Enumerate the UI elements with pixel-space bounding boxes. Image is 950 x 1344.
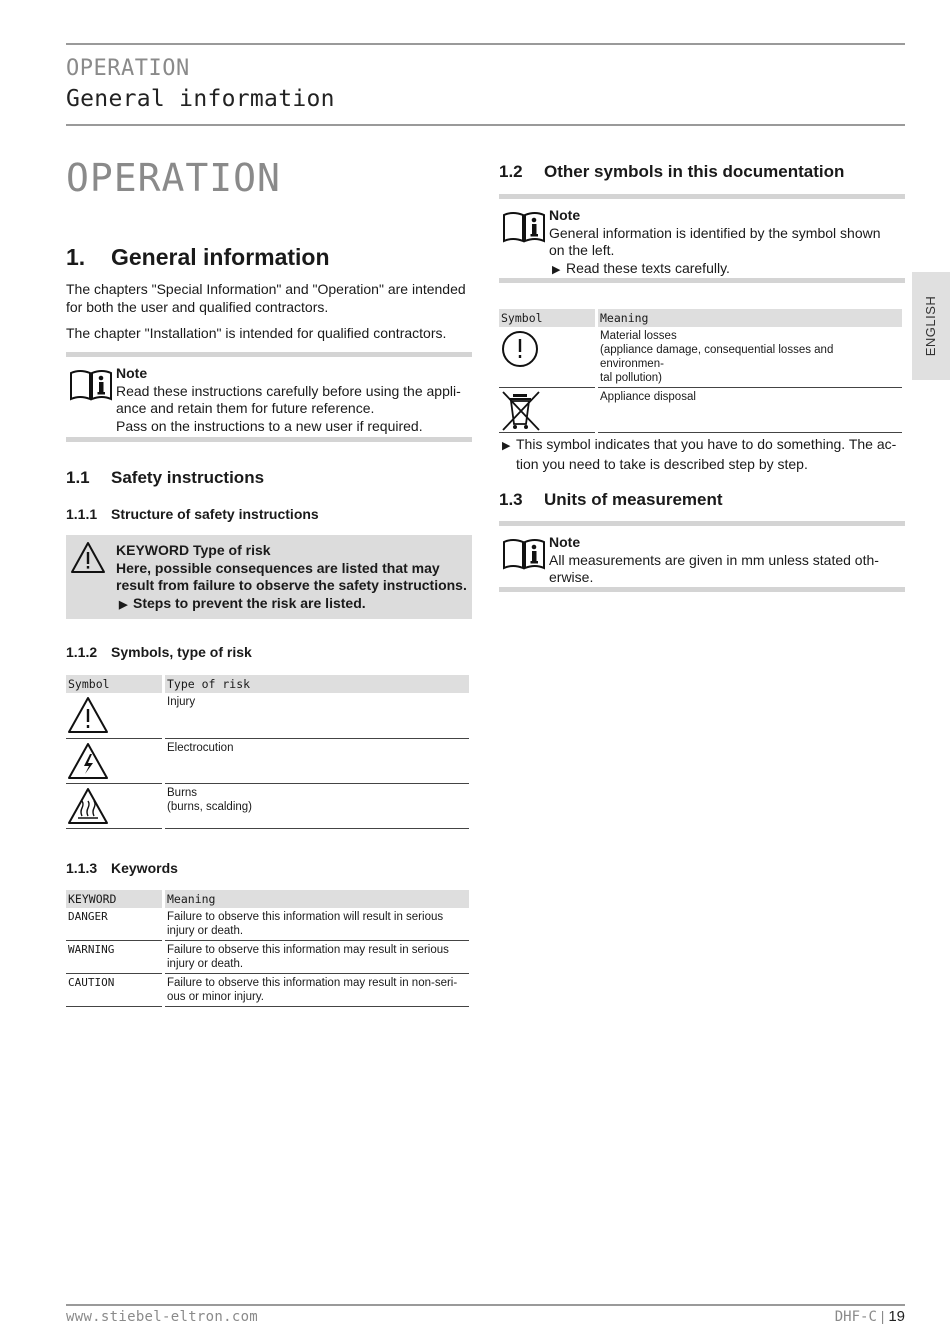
section-number: 1. bbox=[66, 244, 86, 270]
section-title: Other symbols in this documentation bbox=[544, 162, 845, 181]
section-title: Symbols, type of risk bbox=[111, 644, 252, 660]
section-number: 1.2 bbox=[499, 162, 523, 181]
page-title: OPERATION bbox=[66, 156, 281, 200]
header-section: OPERATION bbox=[66, 56, 190, 81]
col-header-type: Type of risk bbox=[165, 675, 469, 693]
meaning-line: Material losses bbox=[600, 330, 677, 342]
footer-model: DHF-C bbox=[834, 1309, 877, 1325]
section-title: Units of measurement bbox=[544, 490, 723, 509]
page-number: 19 bbox=[888, 1308, 905, 1325]
col-header-symbol: Symbol bbox=[66, 675, 162, 693]
table-row bbox=[66, 693, 469, 738]
meaning-line: injury or death. bbox=[167, 925, 244, 937]
note-box bbox=[499, 521, 905, 592]
table-row bbox=[66, 783, 469, 828]
col-header-meaning: Meaning bbox=[598, 309, 902, 327]
note-title: Note bbox=[549, 207, 581, 223]
meaning-line: ous or minor injury. bbox=[167, 991, 264, 1003]
risk-type: Burns bbox=[167, 786, 198, 799]
step-arrow-icon: ▶ bbox=[502, 440, 511, 452]
burns-icon bbox=[66, 786, 110, 826]
note-line: on the left. bbox=[549, 242, 615, 258]
section-1-1-3-heading bbox=[66, 860, 178, 876]
section-number: 1.1 bbox=[66, 468, 90, 487]
risk-type: Electrocution bbox=[165, 738, 469, 783]
table-row bbox=[499, 327, 902, 388]
section-title: General information bbox=[111, 244, 330, 270]
meaning-line: Appliance disposal bbox=[598, 388, 902, 433]
section-number: 1.1.3 bbox=[66, 860, 98, 876]
note-step: Read these texts carefully. bbox=[566, 259, 730, 276]
note-line: General information is identified by the symbol shown bbox=[549, 224, 881, 241]
info-book-icon bbox=[69, 367, 113, 403]
section-title: Safety instructions bbox=[111, 468, 265, 487]
note-line: ance and retain them for future reference. bbox=[116, 400, 375, 416]
installation-paragraph: The chapter "Installation" is intended for qualified contractors. bbox=[66, 325, 447, 341]
warning-step: Steps to prevent the risk are listed. bbox=[133, 594, 366, 611]
table-row bbox=[66, 974, 469, 1007]
section-1-2-heading bbox=[499, 162, 844, 182]
action-line: tion you need to take is described step by step. bbox=[516, 456, 808, 472]
section-title: Structure of safety instructions bbox=[111, 506, 319, 522]
table-row bbox=[499, 388, 902, 433]
footer-rule bbox=[66, 1304, 905, 1306]
footer-url[interactable]: www.stiebel-eltron.com bbox=[66, 1309, 259, 1325]
note-title: Note bbox=[116, 365, 148, 381]
table-row bbox=[66, 738, 469, 783]
section-1-3-heading bbox=[499, 490, 723, 510]
table-row bbox=[66, 908, 469, 941]
note-line: Read these instructions carefully before using the appli- bbox=[116, 382, 461, 399]
meaning-line: injury or death. bbox=[167, 958, 244, 970]
electrocution-icon bbox=[66, 741, 110, 781]
exclamation-circle-icon bbox=[499, 329, 543, 369]
meaning-line: (appliance damage, consequential losses and environmen- bbox=[600, 344, 834, 370]
section-number: 1.3 bbox=[499, 490, 523, 509]
action-line: This symbol indicates that you have to do something. The ac- bbox=[516, 436, 897, 452]
action-symbol-paragraph bbox=[502, 435, 907, 473]
col-header-symbol: Symbol bbox=[499, 309, 595, 327]
meaning-line: Failure to observe this information will result in serious bbox=[167, 911, 444, 923]
col-header-meaning: Meaning bbox=[165, 890, 469, 908]
crossed-bin-icon bbox=[499, 388, 543, 432]
section-1-1-heading bbox=[66, 468, 264, 488]
header-bottom-rule bbox=[66, 124, 905, 126]
keyword-cell: DANGER bbox=[66, 908, 162, 941]
other-symbols-table bbox=[499, 309, 902, 433]
section-1-1-1-heading bbox=[66, 506, 319, 522]
footer-page-info: DHF-C | 19 bbox=[834, 1308, 905, 1325]
meaning-line: Failure to observe this information may result in non-seri- bbox=[167, 977, 458, 989]
note-box bbox=[499, 194, 905, 283]
header-top-rule bbox=[66, 43, 905, 45]
language-tab[interactable] bbox=[912, 272, 950, 380]
note-line: All measurements are given in mm unless stated oth- bbox=[549, 551, 879, 568]
warning-title: KEYWORD Type of risk bbox=[116, 542, 271, 558]
table-row bbox=[66, 941, 469, 974]
warning-triangle-icon bbox=[66, 695, 110, 735]
keyword-cell: WARNING bbox=[66, 941, 162, 974]
note-box bbox=[66, 352, 472, 442]
step-arrow-icon: ▶ bbox=[552, 263, 561, 276]
section-1-heading bbox=[66, 244, 330, 271]
section-1-1-2-heading bbox=[66, 644, 252, 660]
section-title: Keywords bbox=[111, 860, 178, 876]
step-arrow-icon: ▶ bbox=[119, 598, 128, 611]
note-title: Note bbox=[549, 534, 581, 550]
keyword-cell: CAUTION bbox=[66, 974, 162, 1007]
warning-triangle-icon bbox=[70, 541, 106, 575]
info-book-icon bbox=[502, 209, 546, 245]
meaning-line: Failure to observe this information may result in serious bbox=[167, 944, 449, 956]
safety-warning-box bbox=[66, 535, 472, 619]
section-number: 1.1.2 bbox=[66, 644, 98, 660]
keywords-table bbox=[66, 890, 469, 1007]
intro-paragraph: The chapters "Special Information" and "Operation" are intended for both the user and qualified contractors. bbox=[66, 281, 466, 315]
warning-body: Here, possible consequences are listed that may result from failure to observe the safety instructions. bbox=[116, 559, 467, 593]
info-book-icon bbox=[502, 536, 546, 572]
col-header-keyword: KEYWORD bbox=[66, 890, 162, 908]
risk-type-detail: (burns, scalding) bbox=[167, 800, 253, 813]
header-subsection: General information bbox=[66, 86, 335, 112]
language-tab-label: ENGLISH bbox=[923, 295, 938, 357]
meaning-line: tal pollution) bbox=[600, 372, 663, 384]
note-line: erwise. bbox=[549, 569, 594, 585]
risk-type: Injury bbox=[165, 693, 469, 738]
risk-symbols-table bbox=[66, 675, 469, 829]
section-number: 1.1.1 bbox=[66, 506, 98, 522]
note-line: Pass on the instructions to a new user if required. bbox=[116, 417, 423, 434]
